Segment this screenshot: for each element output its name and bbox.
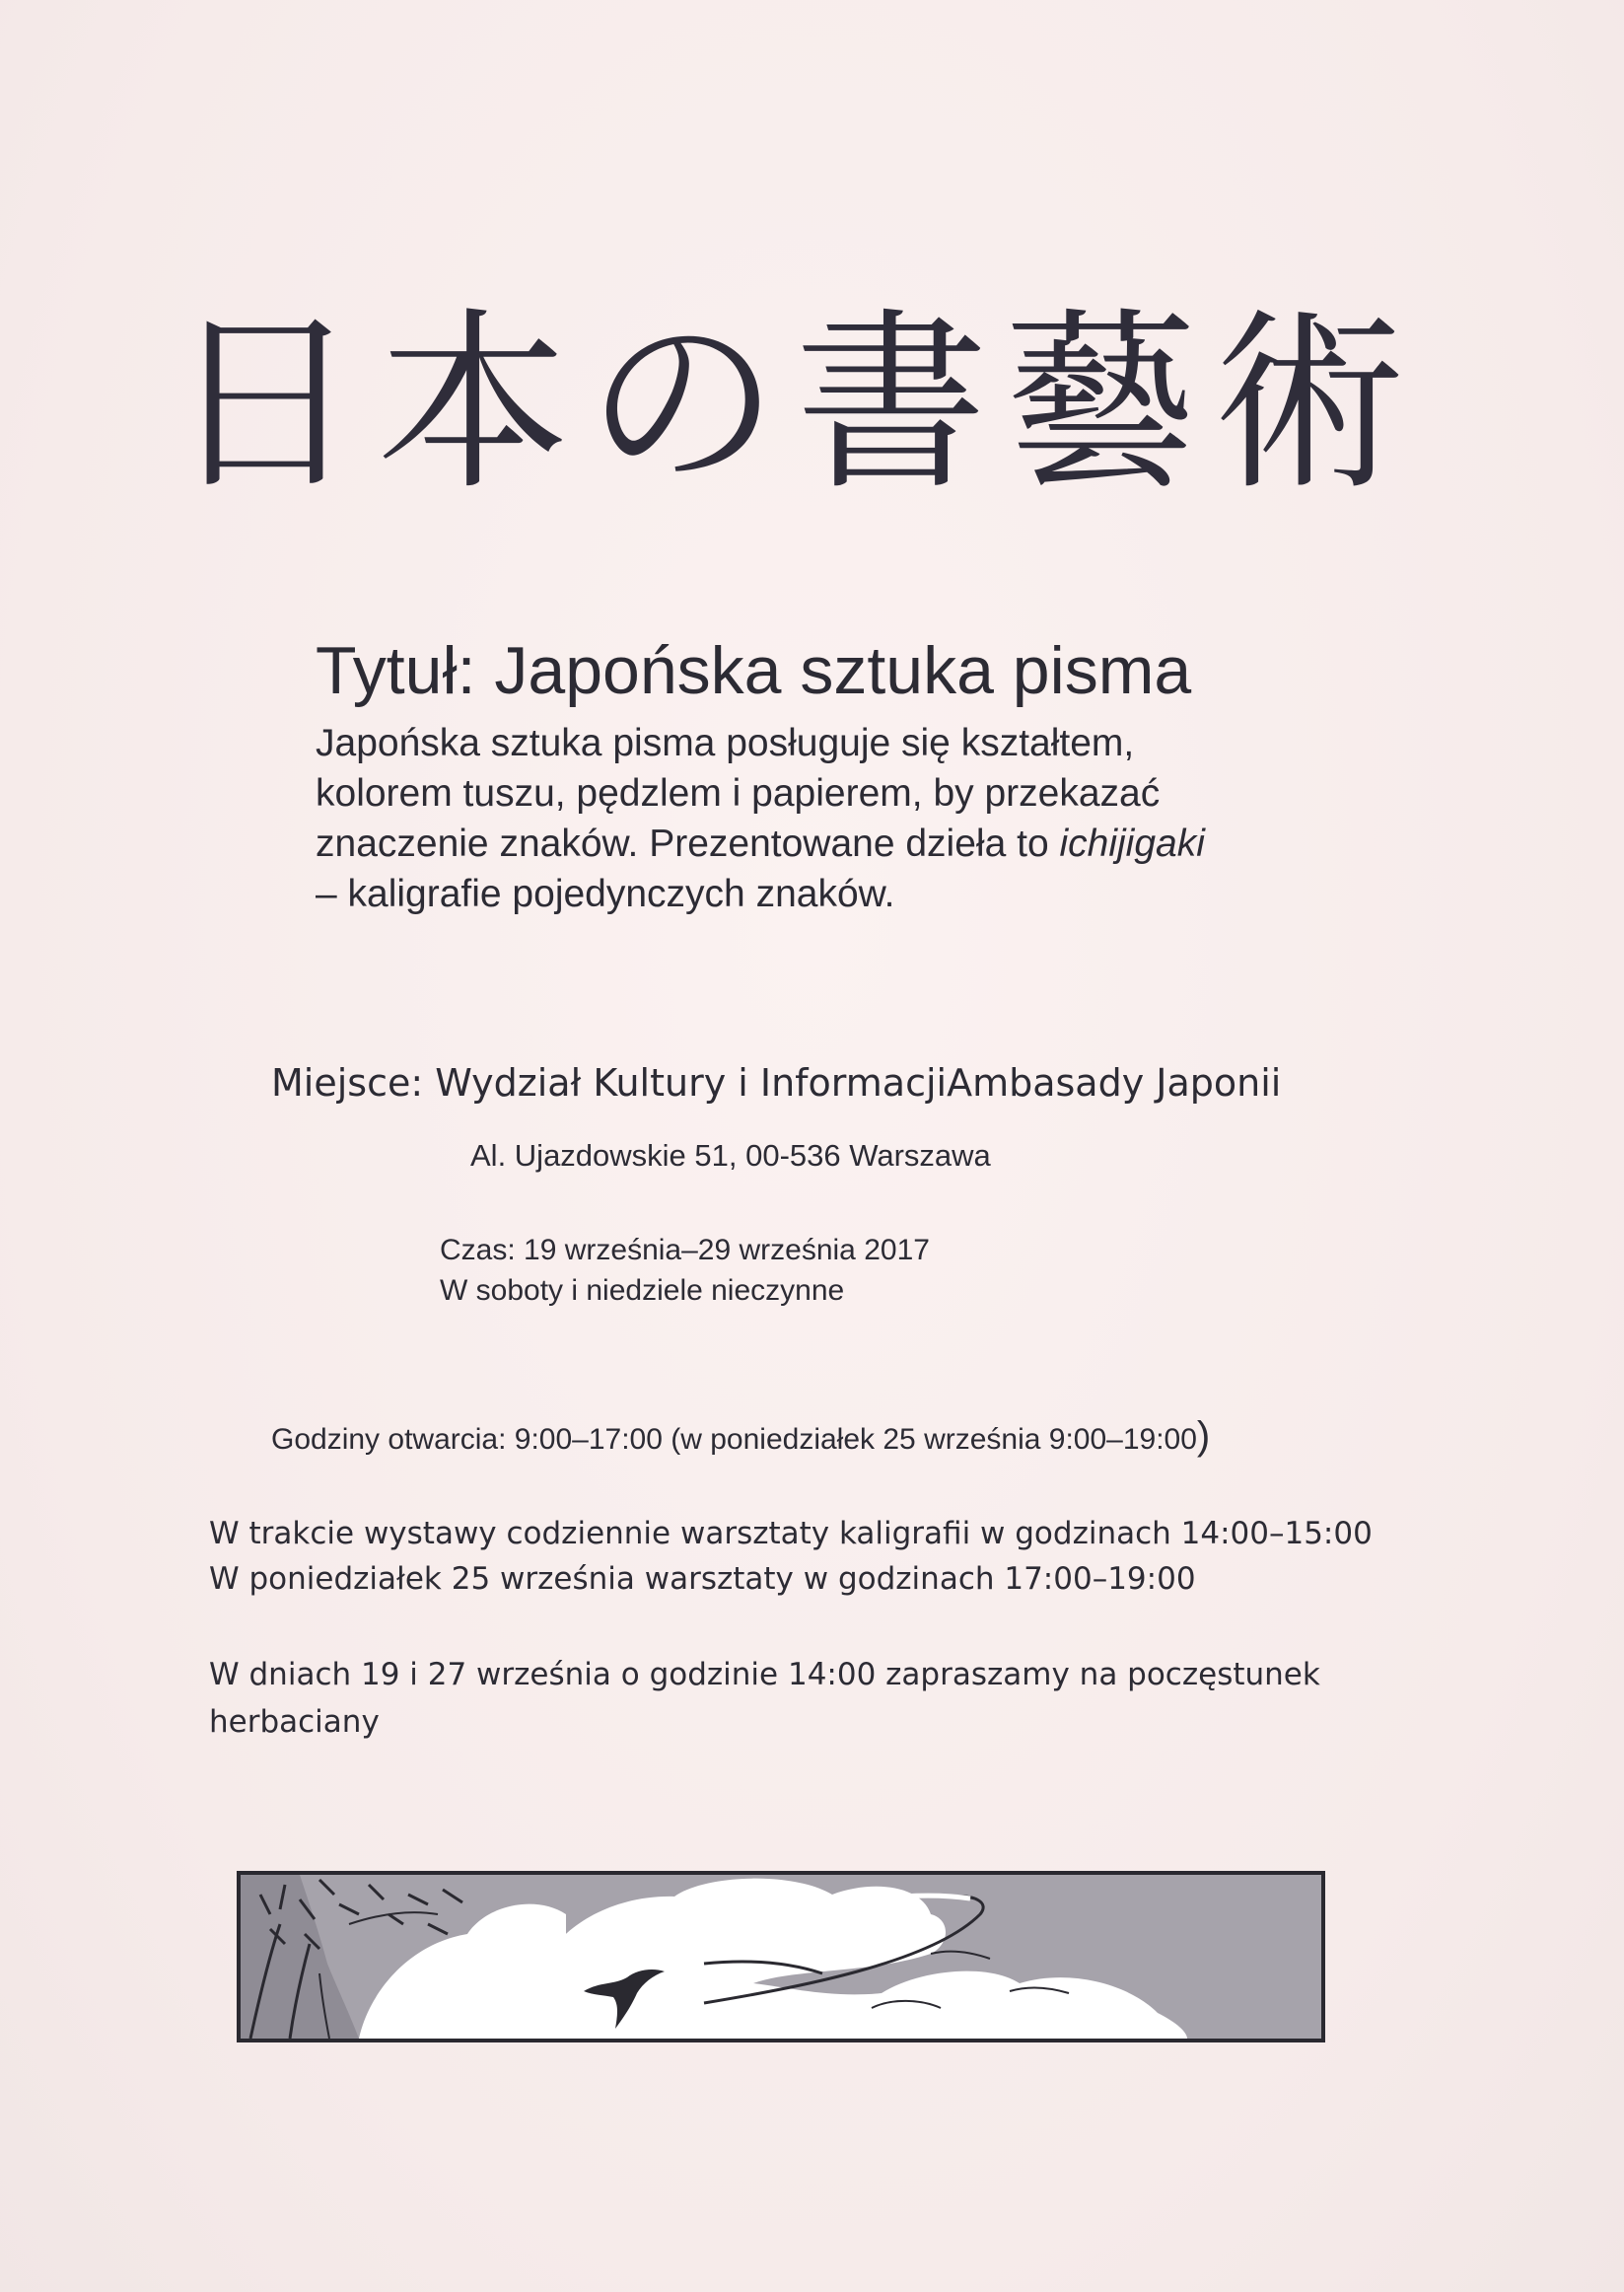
opening-hours-paren: ) [1196,1414,1211,1458]
tea-invitation-text: W dniach 19 i 27 września o godzinie 14:00 zapraszamy na poczęstunek herbaciany [209,1657,1320,1740]
description-line-3-text: znaczenie znaków. Prezentowane dzieła to [316,823,1060,865]
workshops-info [209,1511,1373,1602]
tea-invitation [209,1651,1392,1746]
opening-hours [271,1415,1210,1461]
landscape-illustration [241,1875,1321,2039]
exhibition-description [316,718,1400,919]
workshops-line-2: W poniedziałek 25 września warsztaty w godzinach 17:00–19:00 [209,1561,1196,1597]
place-label: Miejsce: Wydział Kultury i InformacjiAmbasady Japonii [271,1061,1282,1105]
description-line-3 [316,819,1400,869]
japanese-title: 日本の書藝術 [168,292,1423,517]
workshops-line-1: W trakcie wystawy codziennie warsztaty kaligrafii w godzinach 14:00–15:00 [209,1516,1373,1551]
place-address: Al. Ujazdowskie 51, 00-536 Warszawa [470,1138,991,1173]
description-line-1: Japońska sztuka pisma posługuje się kształtem, [316,722,1135,764]
description-line-2: kolorem tuszu, pędzlem i papierem, by przekazać [316,772,1161,815]
description-line-4: – kaligrafie pojedynczych znaków. [316,873,895,915]
time-info [440,1230,930,1311]
time-dates: Czas: 19 września–29 września 2017 [440,1234,930,1266]
ichijigaki-term: ichijigaki [1059,823,1205,865]
exhibition-title: Tytuł: Japońska sztuka pisma [316,633,1192,708]
decorative-banner [237,1871,1325,2042]
opening-hours-text: Godziny otwarcia: 9:00–17:00 (w poniedziałek 25 września 9:00–19:00 [271,1423,1197,1456]
time-closed-note: W soboty i niedziele nieczynne [440,1274,845,1307]
